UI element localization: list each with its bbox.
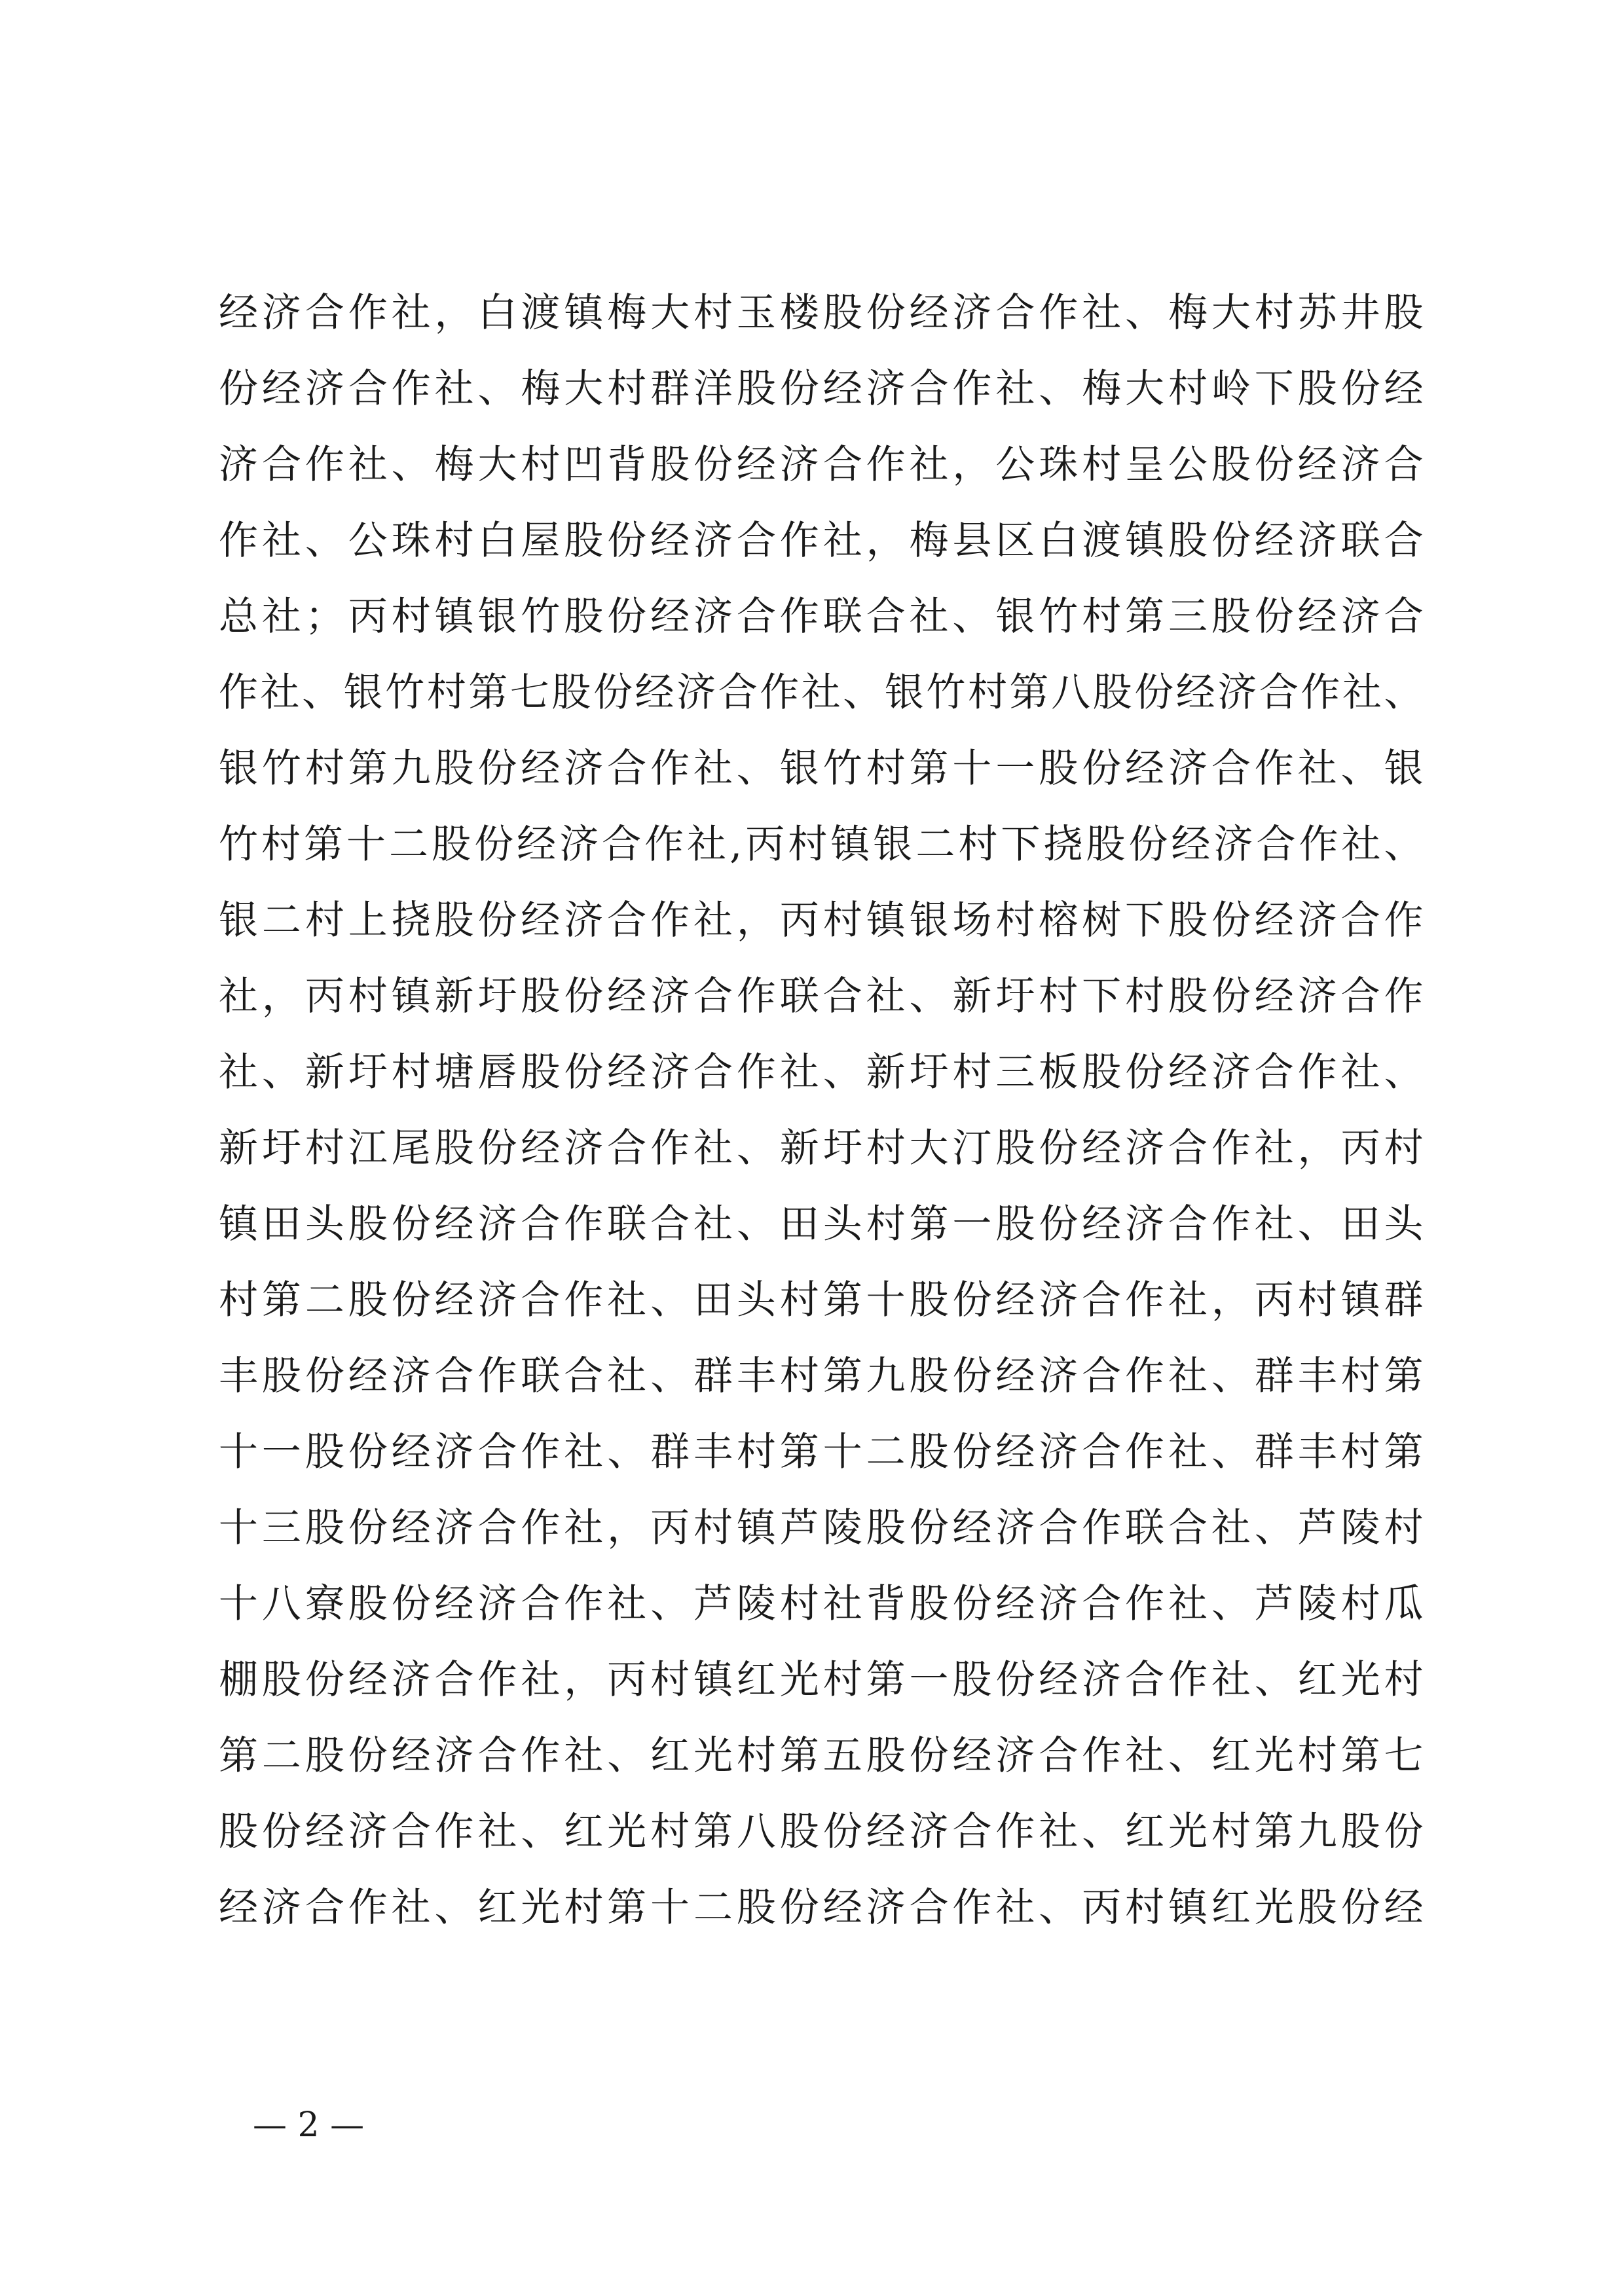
text-line: 十一股份经济合作社、群丰村第十二股份经济合作社、群丰村第 (219, 1429, 1424, 1475)
text-line: 新圩村江尾股份经济合作社、新圩村大汀股份经济合作社，丙村 (219, 1125, 1424, 1171)
text-line: 社，丙村镇新圩股份经济合作联合社、新圩村下村股份经济合作 (219, 974, 1424, 1019)
text-line: 竹村第十二股份经济合作社,丙村镇银二村下挠股份经济合作社、 (219, 822, 1424, 867)
text-line: 十三股份经济合作社，丙村镇芦陵股份经济合作联合社、芦陵村 (219, 1505, 1424, 1551)
text-line: 村第二股份经济合作社、田头村第十股份经济合作社，丙村镇群 (219, 1277, 1424, 1323)
text-line: 总社；丙村镇银竹股份经济合作联合社、银竹村第三股份经济合 (219, 594, 1424, 640)
page-number: — 2 — (253, 2105, 365, 2145)
text-line: 作社、银竹村第七股份经济合作社、银竹村第八股份经济合作社、 (219, 670, 1424, 716)
text-line: 济合作社、梅大村凹背股份经济合作社，公珠村呈公股份经济合 (219, 442, 1424, 488)
text-line: 银竹村第九股份经济合作社、银竹村第十一股份经济合作社、银 (219, 746, 1424, 792)
body-text (219, 275, 1424, 1946)
text-line: 经济合作社，白渡镇梅大村玉楼股份经济合作社、梅大村苏井股 (219, 290, 1424, 336)
text-line: 第二股份经济合作社、红光村第五股份经济合作社、红光村第七 (219, 1733, 1424, 1779)
text-line: 丰股份经济合作联合社、群丰村第九股份经济合作社、群丰村第 (219, 1353, 1424, 1399)
text-line: 份经济合作社、梅大村群洋股份经济合作社、梅大村岭下股份经 (219, 366, 1424, 412)
text-line: 作社、公珠村白屋股份经济合作社，梅县区白渡镇股份经济联合 (219, 518, 1424, 564)
text-line: 十八寮股份经济合作社、芦陵村社背股份经济合作社、芦陵村瓜 (219, 1581, 1424, 1627)
text-line: 社、新圩村塘唇股份经济合作社、新圩村三板股份经济合作社、 (219, 1049, 1424, 1095)
text-line: 经济合作社、红光村第十二股份经济合作社、丙村镇红光股份经 (219, 1885, 1424, 1931)
text-line: 股份经济合作社、红光村第八股份经济合作社、红光村第九股份 (219, 1809, 1424, 1855)
text-line: 棚股份经济合作社，丙村镇红光村第一股份经济合作社、红光村 (219, 1657, 1424, 1703)
text-line: 镇田头股份经济合作联合社、田头村第一股份经济合作社、田头 (219, 1201, 1424, 1247)
text-line: 银二村上挠股份经济合作社，丙村镇银场村榕树下股份经济合作 (219, 898, 1424, 943)
